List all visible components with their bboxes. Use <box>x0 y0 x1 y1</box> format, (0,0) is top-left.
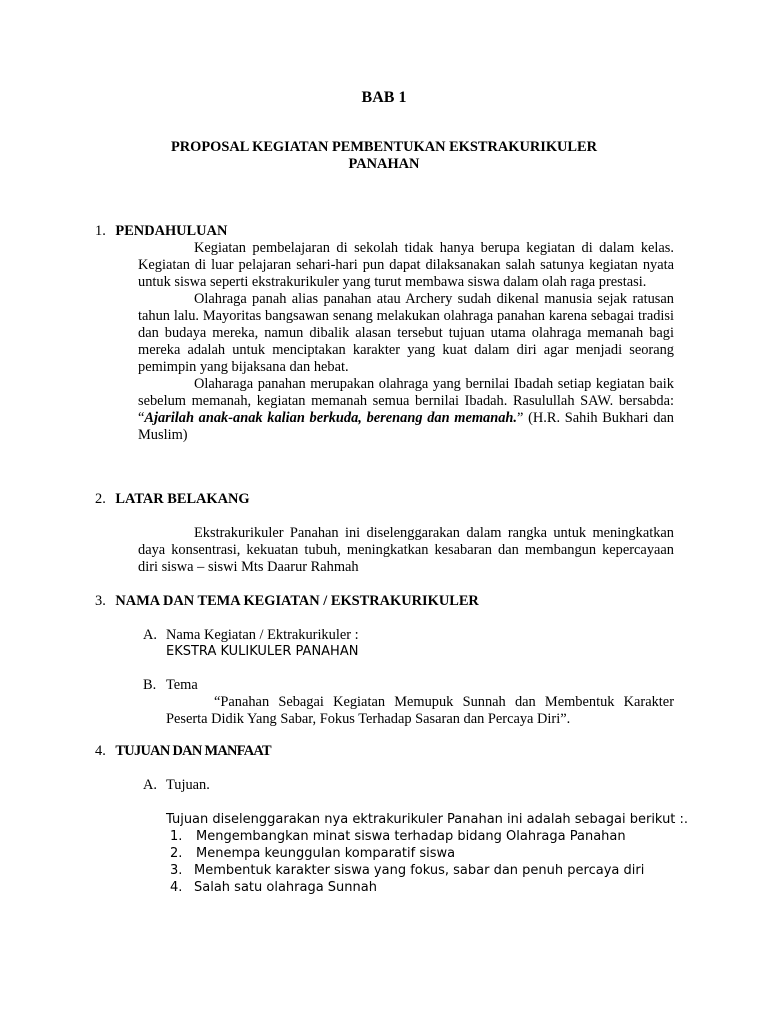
list-number: 3. <box>170 863 183 878</box>
section-3-heading <box>95 593 479 610</box>
section-heading: LATAR BELAKANG <box>115 491 250 507</box>
paragraph: Ekstrakurikuler Panahan ini diselenggarakan dalam rangka untuk meningkatkan daya konsentrasi, kekuatan tubuh, meningkatkan kesabaran dan membangun kepercayaan diri siswa – siswi Mts Daarur Rahmah <box>138 525 674 575</box>
title-line-2: PANAHAN <box>348 156 420 172</box>
title-line-1: PROPOSAL KEGIATAN PEMBENTUKAN EKSTRAKURIKULER <box>170 139 598 155</box>
section-4-heading <box>95 743 271 760</box>
paragraph: Olahraga panah alias panahan atau Archery sudah dikenal manusia sejak ratusan tahun lalu. Mayoritas bangsawan senang melakukan olahraga panahan karena sebagai tradisi dan budaya mereka, namun dibalik alasan tersebut tujuan utama olahraga memanah bagi mereka adalah untuk menciptakan karakter yang kuat dalam diri agar menjadi seorang pemimpin yang bijaksana dan hebat. <box>138 291 674 375</box>
section-1-heading <box>95 223 227 240</box>
section-number: 4. <box>95 743 106 759</box>
hadith-quote: Ajarilah anak-anak kalian berkuda, berenang dan memanah. <box>144 410 518 426</box>
goal-list-item <box>170 879 377 896</box>
goals-intro: Tujuan diselenggarakan nya ektrakurikuler Panahan ini adalah sebagai berikut :. <box>166 812 689 827</box>
paragraph: Kegiatan pembelajaran di sekolah tidak hanya berupa kegiatan di dalam kelas. Kegiatan di luar pelajaran sehari-hari pun dapat dilaksanakan salah satunya kegiatan nyata untuk siswa seperti ekstrakurikuler yang turut membawa siswa dalam olah raga prestasi. <box>138 240 674 290</box>
goal-list-item <box>170 828 626 845</box>
paragraph: “Panahan Sebagai Kegiatan Memupuk Sunnah dan Membentuk Karakter Peserta Didik Yang Sabar, Fokus Terhadap Sasaran dan Percaya Diri”. <box>166 694 674 727</box>
list-text: Mengembangkan minat siswa terhadap bidang Olahraga Panahan <box>196 829 626 844</box>
list-number: 2. <box>170 846 183 861</box>
list-text: Salah satu olahraga Sunnah <box>194 880 377 895</box>
list-number: 1. <box>170 829 183 844</box>
document-title <box>100 139 668 173</box>
paragraph-text: Olaharaga panahan merupakan olahraga yang bernilai Ibadah setiap kegiatan baik sebelum memanah, kegiatan memanah semua bernilai Ibadah. Rasulullah SAW. bersabda: “ <box>138 376 674 426</box>
section-heading: NAMA DAN TEMA KEGIATAN / EKSTRAKURIKULER <box>115 593 479 609</box>
subsection-b-text: Tema <box>166 677 198 693</box>
subsection-b-label: B. <box>143 677 157 693</box>
paragraph <box>138 376 674 444</box>
theme-text <box>166 694 674 728</box>
list-number: 4. <box>170 880 183 895</box>
section-1-body <box>138 240 674 444</box>
section-number: 3. <box>95 593 106 609</box>
section-heading: PENDAHULUAN <box>115 223 228 239</box>
subsection-a-label: A. <box>143 627 157 643</box>
section-2-body <box>138 525 674 576</box>
paragraph-text: ” (H.R. Sahih Bukhari dan Muslim) <box>138 410 674 443</box>
subsection-a-text: Tujuan. <box>166 777 210 793</box>
section-heading: TUJUAN DAN MANFAAT <box>115 743 271 759</box>
subsection-a-text: Nama Kegiatan / Ektrakurikuler : <box>166 627 359 643</box>
chapter-title: BAB 1 <box>361 89 407 106</box>
section-number: 2. <box>95 491 106 507</box>
goal-list-item <box>170 862 644 879</box>
subsection-a-label: A. <box>143 777 157 793</box>
section-2-heading <box>95 491 250 508</box>
goal-list-item <box>170 845 455 862</box>
section-number: 1. <box>95 223 106 239</box>
list-text: Membentuk karakter siswa yang fokus, sabar dan penuh percaya diri <box>194 863 645 878</box>
list-text: Menempa keunggulan komparatif siswa <box>196 846 456 861</box>
activity-name: EKSTRA KULIKULER PANAHAN <box>166 644 359 659</box>
